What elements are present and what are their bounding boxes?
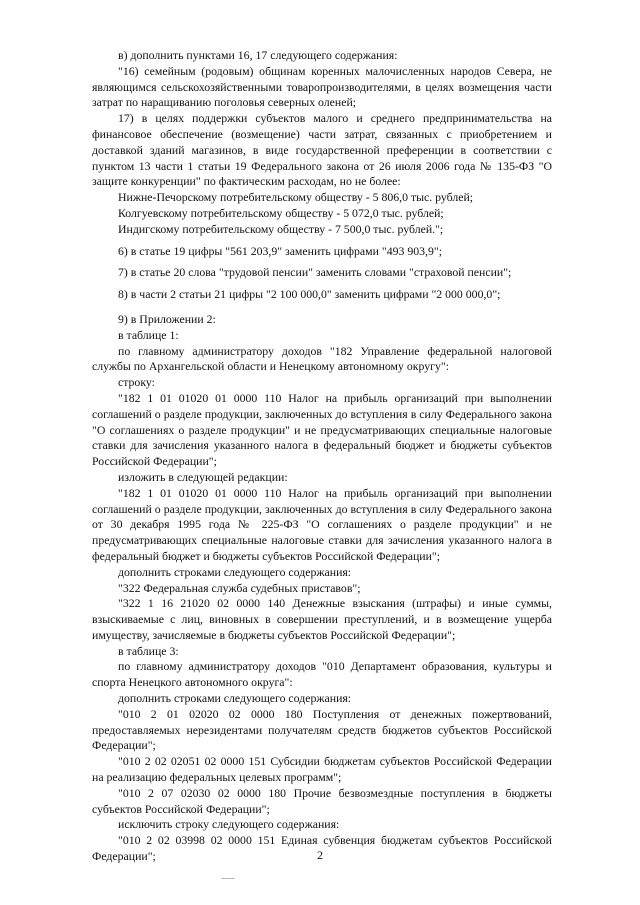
paragraph: "182 1 01 01020 01 0000 110 Налог на прибыль организаций при выполнении соглашений о разделе продукции, заключенных до вступления в силу Федерального закона от 30 декабря 1995 года № 225-ФЗ "О соглашениях о разделе продукции" и не предусматривающих специальные налоговые ставки для зачисления указанного налога в федеральный бюджет и бюджеты субъектов Российской Федерации"; (92, 485, 552, 563)
paragraph: дополнить строками следующего содержания: (118, 691, 352, 706)
paragraph: строку: (118, 375, 155, 390)
page-number: 2 (317, 848, 323, 862)
paragraph: в таблице 1: (118, 327, 179, 342)
paragraph: 9) в Приложении 2: (118, 311, 216, 326)
paragraph: "182 1 01 01020 01 0000 110 Налог на прибыль организаций при выполнении соглашений о разделе продукции, заключенных до вступления в силу Федерального закона "О соглашениях о разделе продукции" и не предусматривающих специальные налоговые ставки для зачисления указанного налога в федеральный бюджет и бюджеты субъектов Российской Федерации"; (92, 390, 552, 469)
paragraph: "010 2 02 02051 02 0000 151 Субсидии бюджетам субъектов Российской Федерации на реализацию федеральных целевых программ"; (92, 754, 552, 785)
paragraph: 8) в части 2 статьи 21 цифры "2 100 000,0" заменить цифрами "2 000 000,0"; (118, 287, 501, 302)
paragraph: Колгуевскому потребительскому обществу - 5 072,0 тыс. рублей; (118, 205, 444, 220)
paragraph: "010 2 07 02030 02 0000 180 Прочие безвозмездные поступления в бюджеты субъектов Российской Федерации"; (92, 785, 552, 816)
paragraph: 17) в целях поддержки субъектов малого и среднего предпринимательства на финансовое обеспечение (возмещение) части затрат, связанных с приобретением и доставкой зданий магазинов, в виде государственной преференции в соответствии с пунктом 13 части 1 статьи 19 Федерального закона от 26 июля 2006 года № 135-ФЗ "О защите конкуренции" по фактическим расходам, но не более: (92, 111, 552, 189)
paragraph: "322 Федеральная служба судебных приставов"; (118, 580, 361, 595)
paragraph: Индигскому потребительскому обществу - 7 500,0 тыс. рублей."; (118, 221, 444, 236)
document-body (92, 48, 552, 865)
paragraph: "16) семейным (родовым) общинам коренных малочисленных народов Севера, не являющимся сельскохозяйственными товаропроизводителями, в целях возмещения части затрат по наращиванию поголовья северных оленей; (92, 63, 552, 110)
paragraph: в) дополнить пунктами 16, 17 следующего содержания: (118, 48, 398, 62)
scan-artifact (221, 878, 235, 879)
paragraph: 6) в статье 19 цифры "561 203,9" заменить цифрами "493 903,9"; (118, 243, 442, 258)
paragraph: 7) в статье 20 слова "трудовой пенсии" заменить словами "страховой пенсии"; (118, 265, 512, 280)
paragraph: Нижне-Печорскому потребительскому обществу - 5 806,0 тыс. рублей; (118, 190, 474, 205)
paragraph: по главному администратору доходов "010 Департамент образования, культуры и спорта Ненецкого автономного округа": (92, 659, 552, 690)
paragraph: "322 1 16 21020 02 0000 140 Денежные взыскания (штрафы) и иные суммы, взыскиваемые с лиц, виновных в совершении преступлений, и в возмещение ущерба имуществу, зачисляемые в бюджеты субъектов Российской Федерации"; (92, 596, 552, 642)
paragraph: по главному администратору доходов "182 Управление федеральной налоговой службы по Архангельской области и Ненецкому автономному округу": (92, 343, 552, 374)
paragraph: в таблице 3: (118, 643, 179, 658)
paragraph: "010 2 01 02020 02 0000 180 Поступления от денежных пожертвований, предоставляемых нерезидентами получателям средств бюджетов субъектов Российской Федерации"; (92, 706, 552, 753)
paragraph: "010 2 02 03998 02 0000 151 Единая субвенция бюджетам субъектов Российской Федерации"; (92, 833, 552, 864)
paragraph: изложить в следующей редакции: (118, 469, 288, 484)
paragraph: дополнить строками следующего содержания: (118, 564, 352, 579)
paragraph: исключить строку следующего содержания: (118, 817, 340, 832)
